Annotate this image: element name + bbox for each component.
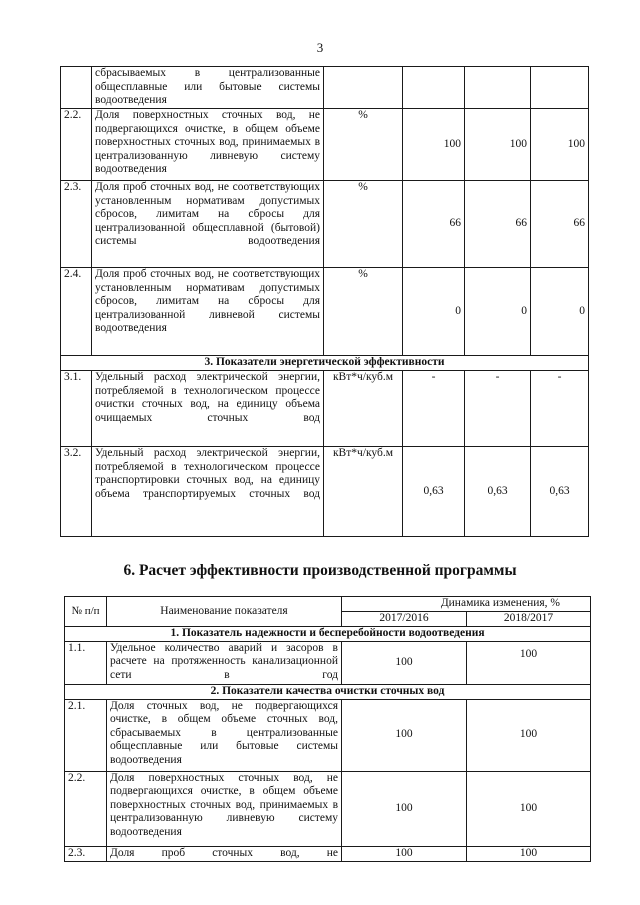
value-3: 0 xyxy=(531,268,589,356)
indicator-name: Доля поверхностных сточных вод, не подвергающихся очистке, в общем объеме поверхностных сточных вод, принимаемых в централизованную ливневую систему водоотведения xyxy=(92,109,324,181)
value-1: 100 xyxy=(403,109,465,181)
unit: кВт*ч/куб.м xyxy=(324,447,403,537)
efficiency-table xyxy=(64,596,591,862)
value-2: 66 xyxy=(465,181,531,268)
value-3: - xyxy=(531,371,589,447)
indicator-name: Удельный расход электрической энергии, потребляемой в технологическом процессе транспортировки сточных вод, на единицу объема транспортируемых сточных вод xyxy=(92,447,324,537)
row-number: 2.3. xyxy=(61,181,92,268)
table-row xyxy=(65,846,591,861)
unit: кВт*ч/куб.м xyxy=(324,371,403,447)
value-1: 100 xyxy=(342,641,467,684)
row-number: 2.2. xyxy=(61,109,92,181)
indicator-name: сбрасываемых в централизованные общесплавные или бытовые системы водоотведения xyxy=(92,67,324,109)
unit xyxy=(324,67,403,109)
indicator-name: Доля проб сточных вод, не соответствующих установленным нормативам допустимых сбросов, лимитам на сбросы для централизованной общесплавной (бытовой) системы водоотведения xyxy=(92,181,324,268)
row-number: 2.2. xyxy=(65,771,107,846)
value-1: 100 xyxy=(342,846,467,861)
indicator-name: Доля проб сточных вод, не xyxy=(107,846,342,861)
table-row xyxy=(61,181,589,268)
value-2: 0 xyxy=(465,268,531,356)
value-3: 100 xyxy=(531,109,589,181)
indicator-name: Доля проб сточных вод, не соответствующих установленным нормативам допустимых сбросов, лимитам на сбросы для централизованной ливневой системы водоотведения xyxy=(92,268,324,356)
row-number: 2.3. xyxy=(65,846,107,861)
row-number: 3.2. xyxy=(61,447,92,537)
header-col-2: 2018/2017 xyxy=(467,612,591,627)
section-row xyxy=(65,626,591,641)
value-2: 100 xyxy=(467,846,591,861)
row-number xyxy=(61,67,92,109)
section-row xyxy=(61,356,589,371)
value-1: - xyxy=(403,371,465,447)
value-2: 100 xyxy=(467,771,591,846)
indicators-table xyxy=(60,66,589,537)
value-2: 100 xyxy=(465,109,531,181)
value-3: 0,63 xyxy=(531,447,589,537)
table-row xyxy=(65,771,591,846)
indicator-name: Доля сточных вод, не подвергающихся очистке, в общем объеме сточных вод, сбрасываемых в централизованные общесплавные или бытовые системы водоотведения xyxy=(107,699,342,771)
section-row xyxy=(65,684,591,699)
indicator-name: Доля поверхностных сточных вод, не подвергающихся очистке, в общем объеме поверхностных сточных вод, принимаемых в централизованную ливневую систему водоотведения xyxy=(107,771,342,846)
value-1 xyxy=(403,67,465,109)
row-number: 2.4. xyxy=(61,268,92,356)
row-number: 2.1. xyxy=(65,699,107,771)
section-title: 1. Показатель надежности и бесперебойности водоотведения xyxy=(65,626,591,641)
header-name: Наименование показателя xyxy=(107,597,342,627)
unit: % xyxy=(324,109,403,181)
unit: % xyxy=(324,181,403,268)
table-row xyxy=(61,268,589,356)
value-1: 0 xyxy=(403,268,465,356)
value-1: 66 xyxy=(403,181,465,268)
indicator-name: Удельный расход электрической энергии, потребляемой в технологическом процессе очистки сточных вод, на единицу объема очищаемых сточных вод xyxy=(92,371,324,447)
header-row xyxy=(65,597,591,612)
indicator-name: Удельное количество аварий и засоров в расчете на протяженность канализационной сети в год xyxy=(107,641,342,684)
section-title: 3. Показатели энергетической эффективности xyxy=(61,356,589,371)
row-number: 3.1. xyxy=(61,371,92,447)
table-row xyxy=(65,641,591,684)
value-1: 100 xyxy=(342,699,467,771)
table-row xyxy=(61,447,589,537)
table-row xyxy=(65,699,591,771)
value-2 xyxy=(465,67,531,109)
value-2: - xyxy=(465,371,531,447)
value-3 xyxy=(531,67,589,109)
table-row xyxy=(61,67,589,109)
value-2: 100 xyxy=(467,699,591,771)
table-row xyxy=(61,371,589,447)
header-col-1: 2017/2016 xyxy=(342,612,467,627)
value-2: 100 xyxy=(467,641,591,684)
value-3: 66 xyxy=(531,181,589,268)
header-dynamics: Динамика изменения, % xyxy=(342,597,591,612)
header-num: № п/п xyxy=(65,597,107,627)
value-1: 0,63 xyxy=(403,447,465,537)
row-number: 1.1. xyxy=(65,641,107,684)
page-number: 3 xyxy=(316,40,324,55)
section-6-title: 6. Расчет эффективности производственной программы xyxy=(123,562,517,579)
unit: % xyxy=(324,268,403,356)
value-1: 100 xyxy=(342,771,467,846)
table-row xyxy=(61,109,589,181)
value-2: 0,63 xyxy=(465,447,531,537)
section-title: 2. Показатели качества очистки сточных вод xyxy=(65,684,591,699)
